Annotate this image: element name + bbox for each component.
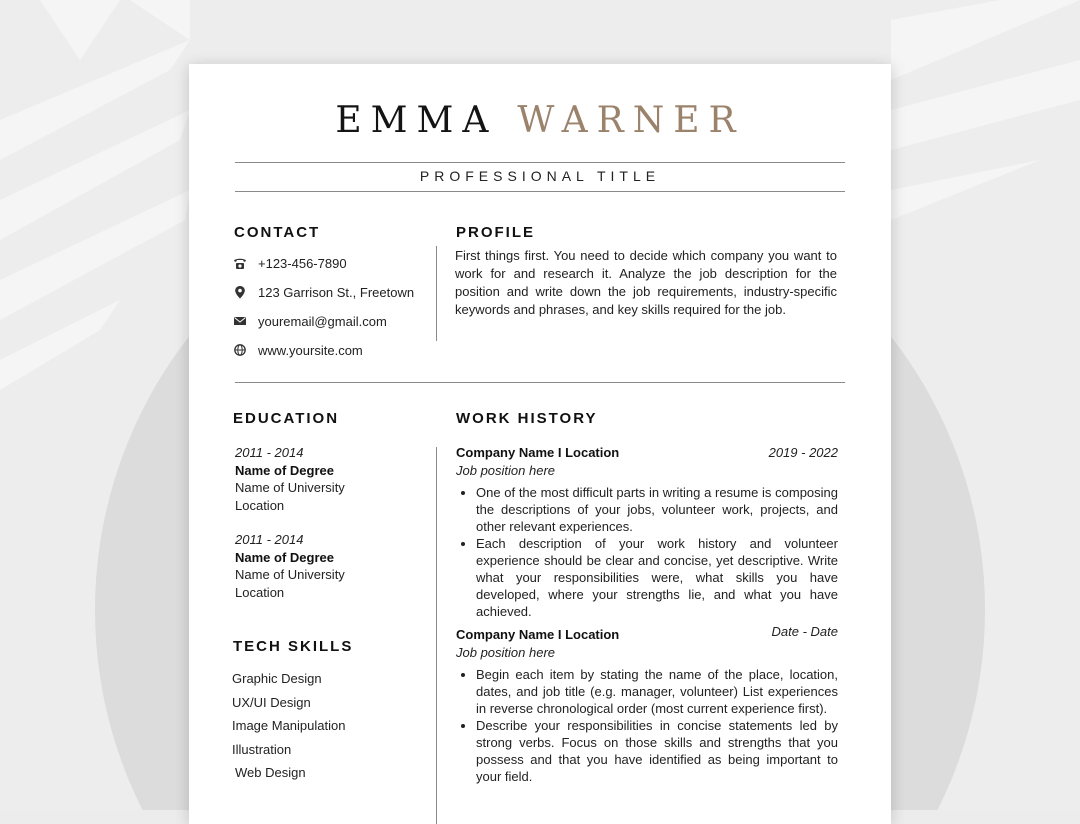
job-header (456, 445, 838, 460)
education-entry (235, 531, 425, 601)
job-bullet: Each description of your work history and volunteer experience should be clear and concise, yet descriptive. Write what your responsibilities were, what skills you have developed, where your strengths lie, and what you have achieved. (476, 536, 838, 619)
tech-skills-heading: TECH SKILLS (233, 638, 354, 655)
education-years: 2011 - 2014 (235, 445, 304, 460)
profile-text: First things first. You need to decide which company you want to work for and research it. Analyze the job description for the position and write down the job requirements, industry-specific keywords and phrases, and key skills required for the job. (455, 248, 837, 317)
contact-email[interactable] (233, 311, 387, 331)
title-top-rule (235, 162, 845, 163)
professional-title: PROFESSIONAL TITLE (419, 168, 661, 184)
profile-heading: PROFILE (456, 224, 536, 241)
contact-website-text[interactable]: www.yoursite.com (258, 342, 363, 358)
education-work-divider (436, 447, 437, 824)
section-divider-rule (235, 382, 845, 383)
job-dates: 2019 - 2022 (768, 445, 838, 460)
job-bullet: Describe your responsibilities in concise statements led by strong verbs. Focus on those skills and strengths that you possess and that you have identified as being important to your field. (476, 718, 838, 784)
globe-icon (233, 343, 247, 357)
contact-phone (233, 253, 347, 273)
job-bullet-list (456, 666, 838, 785)
job-position: Job position here (456, 645, 556, 660)
contact-heading: CONTACT (234, 224, 321, 241)
job-bullet: One of the most difficult parts in writing a resume is composing the descriptions of your jobs, volunteer work, projects, and other relevant experiences. (476, 485, 838, 534)
contact-profile-divider (436, 246, 437, 341)
education-university: Name of University (235, 567, 345, 582)
job-position: Job position here (456, 463, 556, 478)
contact-phone-text: +123-456-7890 (258, 255, 347, 271)
contact-address (233, 282, 414, 302)
contact-website[interactable] (233, 340, 363, 360)
title-bottom-rule (235, 191, 845, 192)
skill-item: Image Manipulation (232, 718, 346, 733)
skill-item: Web Design (235, 765, 306, 780)
job-bullet: Begin each item by stating the name of the place, location, dates, and job title (e.g. manager, volunteer) List experiences in reverse chronological order (most current experience first). (476, 667, 838, 716)
education-heading: EDUCATION (233, 410, 340, 427)
last-name: WARNER (517, 100, 745, 141)
job-bullet-list (456, 484, 838, 620)
job-header (456, 624, 838, 642)
job-company: Company Name I Location (456, 445, 620, 460)
work-history-heading: WORK HISTORY (456, 410, 598, 427)
email-icon (233, 314, 247, 328)
phone-icon (233, 256, 247, 270)
education-location: Location (235, 497, 285, 513)
education-years: 2011 - 2014 (235, 532, 304, 547)
job-company: Company Name I Location (456, 627, 620, 642)
job-dates: Date - Date (771, 624, 838, 639)
education-location: Location (235, 584, 285, 600)
education-entry (235, 444, 425, 514)
education-degree: Name of Degree (235, 462, 334, 478)
resume-page (189, 64, 891, 824)
skill-item: Graphic Design (232, 671, 322, 686)
contact-address-text: 123 Garrison St., Freetown (258, 284, 415, 300)
contact-email-text[interactable]: youremail@gmail.com (258, 313, 387, 329)
full-name (189, 100, 891, 141)
first-name: EMMA (335, 100, 498, 141)
skill-item: Illustration (232, 742, 292, 757)
skill-item: UX/UI Design (232, 695, 311, 710)
location-pin-icon (233, 285, 247, 299)
education-degree: Name of Degree (235, 549, 334, 565)
education-university: Name of University (235, 480, 345, 495)
